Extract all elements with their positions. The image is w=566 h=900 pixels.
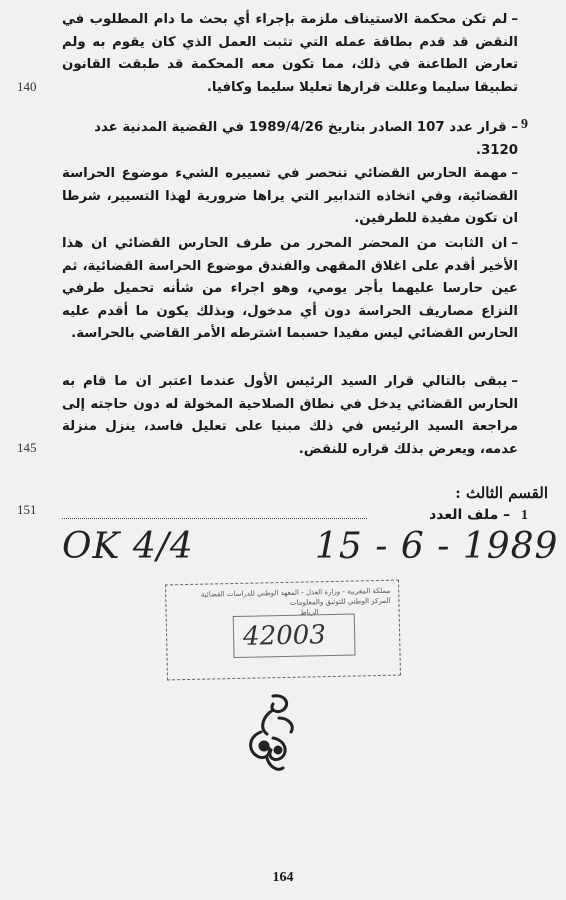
item-9-text: قرار عدد 107 الصادر بتاريخ 1989/4/26 في القضية المدنية عدد 3120. xyxy=(94,120,518,158)
bullet-dash: – xyxy=(511,120,518,135)
section-item-label: ملف العدد xyxy=(429,507,499,523)
paragraph-1 xyxy=(62,9,518,99)
dot-leader xyxy=(62,518,367,519)
bullet-dash: – xyxy=(511,374,518,389)
stamp-number: 42003 xyxy=(242,620,327,652)
bullet-dash: – xyxy=(511,166,518,181)
section-item-number: 1 xyxy=(521,508,528,523)
line-number-145: 145 xyxy=(17,440,37,455)
item-number: 9 xyxy=(521,117,528,132)
handwritten-ok-note: OK 4/4 xyxy=(62,526,194,567)
handwritten-date: 15 - 6 - 1989 xyxy=(315,526,559,567)
bullet-dash: – xyxy=(511,12,518,27)
page-number: 164 xyxy=(272,870,294,885)
stamp-line-3: الرباط xyxy=(300,608,319,617)
stamp-line-1: مملكة المغربية - وزارة العدل - المعهد الوطني للدراسات القضائية xyxy=(200,586,391,599)
paragraph-text: لم تكن محكمة الاستيناف ملزمة بإجراء أي بحث ما دام المطلوب في النقض قد قدم بطاقة عمله التي تثبت العمل الذي كان يقوم به ولم تعارض الطاعنة في ذلك، مما تكون معه المحكمة قد طبقت القانون تطبيقا سليما وعللت قرارها تعليلا سليما وكافيا. xyxy=(62,12,518,95)
paragraph-text: مهمة الحارس القضائي تنحصر في تسييره الشيء موضوع الحراسة القضائية، وفي اتخاذه التدابير التي يراها ضرورية لهذا التسيير، شرطا ان تكون مفيدة للطرفين. xyxy=(62,166,518,226)
paragraph-2 xyxy=(62,163,518,231)
paragraph-text: يبقى بالتالي قرار السيد الرئيس الأول عندما اعتبر ان ما قام به الحارس القضائي يدخل في نطاق الصلاحية المخولة له دون حاجته إلى مراجعة السيد الرئيس في ذلك مبنيا على تعليل فاسد، ينزل منزلة عدمه، ويعرض بذلك قراره للنقض. xyxy=(62,374,518,457)
bullet-dash: – xyxy=(511,236,518,251)
paragraph-3 xyxy=(62,233,518,346)
line-number-140: 140 xyxy=(17,79,37,94)
bullet-dash: – xyxy=(503,507,511,523)
library-stamp xyxy=(165,580,401,681)
section-title: القسم الثالث : xyxy=(455,484,548,502)
line-number-151: 151 xyxy=(17,502,37,517)
section-item-1 xyxy=(429,507,528,524)
paragraph-4 xyxy=(62,371,518,461)
floral-ornament-icon xyxy=(233,688,313,778)
item-9-heading xyxy=(62,117,518,162)
paragraph-text: ان الثابت من المحضر المحرر من طرف الحارس القضائي ان هذا الأخير أقدم على اغلاق المقهى والفندق موضوع الحراسة القضائية، ثم عين حارسا عليهما بأجر يومي، وهو اجراء من شأنه تحميل طرفي النزاع مصاريف الحراسة دون أي مدخول، وبذلك يكون ما أقدم عليه الحارس القضائي ليس مفيدا حسبما اشترطه الأمر القاضي بالحراسة. xyxy=(62,236,518,341)
stamp-line-2: المركز الوطني للتوثيق والمعلومات xyxy=(289,596,391,607)
